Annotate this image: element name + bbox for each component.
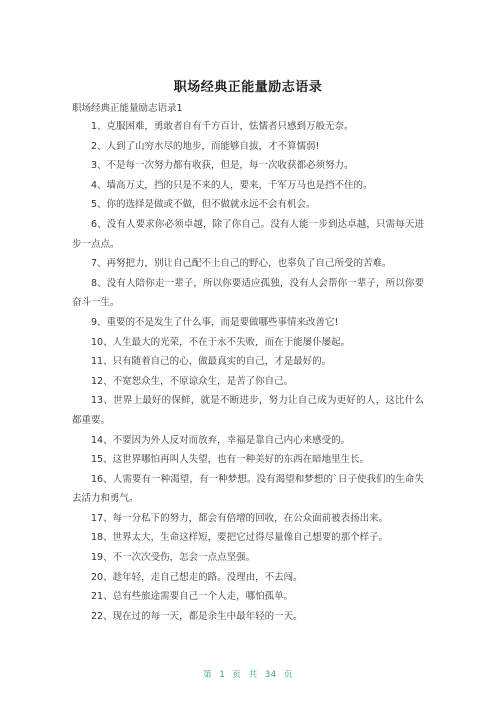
quote-paragraph: 11、只有随着自己的心，做最真实的自己，才是最好的。 [91,356,332,368]
quote-paragraph: 17、每一分私下的努力，都会有倍增的回收，在公众面前被表扬出来。 [91,512,389,524]
quote-paragraph: 10、人生最大的光荣，不在于永不失败，而在于能屡仆屡起。 [91,336,351,348]
document-subtitle: 职场经典正能量励志语录1 [72,103,183,114]
document-body [72,117,424,626]
quote-paragraph: 18、世界太大，生命这样短，要把它过得尽量像自己想要的那个样子。 [91,532,389,544]
quote-paragraph: 5、你的选择是做或不做，但不做就永远不会有机会。 [91,199,316,211]
quote-paragraph: 14、不要因为外人反对而放弃，幸福是靠自己内心来感受的。 [91,434,351,446]
quote-paragraph: 8、没有人陪你走一辈子，所以你要适应孤独，没有人会帮你一辈子，所以你要奋斗一生。 [72,277,424,309]
quote-paragraph: 20、趁年轻，走自己想走的路。没理由，不去闯。 [91,571,303,583]
document-title: 职场经典正能量励志语录 [173,80,323,95]
quote-paragraph: 1、克服困难，勇敢者自有千方百计，怯懦者只感到万般无奈。 [91,121,354,132]
quote-paragraph: 16、人需要有一种渴望，有一种梦想。没有渴望和梦想的`日子使我们的生命失去活力和勇气。 [72,473,424,505]
quote-paragraph: 22、现在过的每一天，都是余生中最年轻的一天。 [91,610,303,622]
quote-paragraph: 15、这世界哪怕再叫人失望，也有一种美好的东西在暗地里生长。 [91,454,370,466]
quote-paragraph: 12、不宽恕众生，不原谅众生，是苦了你自己。 [91,375,294,387]
quote-paragraph: 13、世界上最好的保鲜，就是不断进步，努力让自己成为更好的人，这比什么都重要。 [72,395,424,426]
quote-paragraph: 4、墙高万丈，挡的只是不来的人，要来，千军万马也是挡不住的。 [91,179,373,191]
quote-paragraph: 19、不一次次受伤，怎会一点点坚强。 [91,552,256,564]
quote-paragraph: 9、重要的不是发生了什么事，而是要做哪些事情来改善它! [91,316,339,328]
quote-paragraph: 6、没有人要求你必须卓越，除了你自己。没有人能一步到达卓越，只需每天进步一点点。 [72,218,424,250]
quote-paragraph: 21、总有些旅途需要自己一个人走，哪怕孤单。 [91,591,294,603]
quote-paragraph: 2、人到了山穷水尽的地步，而能够自拔，才不算懦弱! [91,140,320,152]
page-footer: 第 1 页 共 34 页 [203,670,293,680]
quote-paragraph: 7、再努把力，别让自己配不上自己的野心，也辜负了自己所受的苦难。 [91,258,392,270]
quote-paragraph: 3、不是每一次努力都有收获，但是，每一次收获都必须努力。 [91,160,354,172]
